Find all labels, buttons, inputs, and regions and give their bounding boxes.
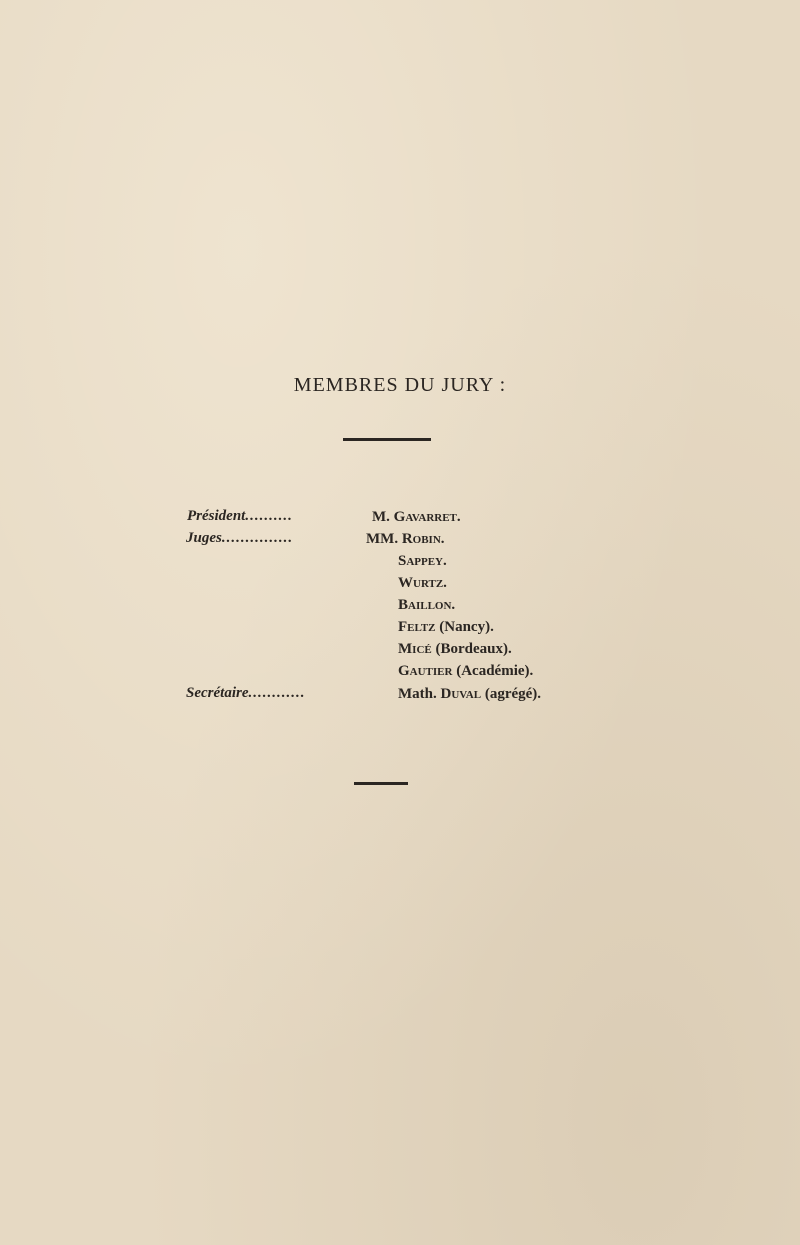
- juge-name: Micé: [398, 641, 432, 657]
- leader-dots: ............: [248, 685, 306, 701]
- leader-dots: ...............: [221, 530, 294, 546]
- page-title: MEMBRES DU JURY :: [293, 374, 507, 396]
- president-label-text: Président: [187, 508, 246, 524]
- juge-entry: [398, 619, 494, 636]
- secretaire-prefix: Math.: [398, 686, 441, 702]
- divider-bottom: [354, 782, 408, 785]
- juge-affiliation: (Bordeaux).: [431, 641, 512, 657]
- secretaire-affiliation: (agrégé).: [481, 686, 542, 702]
- juges-label-text: Juges: [186, 530, 222, 546]
- juge-name: Robin.: [401, 531, 445, 547]
- juges-label: [186, 530, 293, 547]
- leader-dots: ..........: [245, 508, 293, 524]
- juge-name: Wurtz.: [398, 575, 447, 591]
- president-name: Gavarret.: [393, 509, 461, 525]
- juge-affiliation: (Académie).: [452, 663, 534, 679]
- juge-name: Sappey.: [398, 553, 447, 569]
- secretaire-label: [186, 685, 305, 702]
- juge-entry: [398, 663, 533, 680]
- secretaire-label-text: Secrétaire: [186, 685, 249, 701]
- divider-top: [343, 438, 431, 441]
- juge-entry: [366, 531, 445, 548]
- juge-entry: [398, 575, 447, 592]
- juges-title: MM.: [366, 531, 399, 547]
- juge-name: Feltz: [398, 619, 436, 635]
- juge-entry: [398, 597, 455, 614]
- president-entry: [372, 509, 461, 526]
- juge-affiliation: (Nancy).: [435, 619, 494, 635]
- juge-name: Baillon.: [398, 597, 456, 613]
- juge-entry: [398, 641, 512, 658]
- president-label: [187, 508, 293, 525]
- secretaire-entry: [398, 686, 541, 703]
- president-title: M.: [372, 509, 390, 525]
- juge-name: Gautier: [398, 663, 453, 679]
- secretaire-name: Duval: [440, 686, 482, 702]
- juge-entry: [398, 553, 447, 570]
